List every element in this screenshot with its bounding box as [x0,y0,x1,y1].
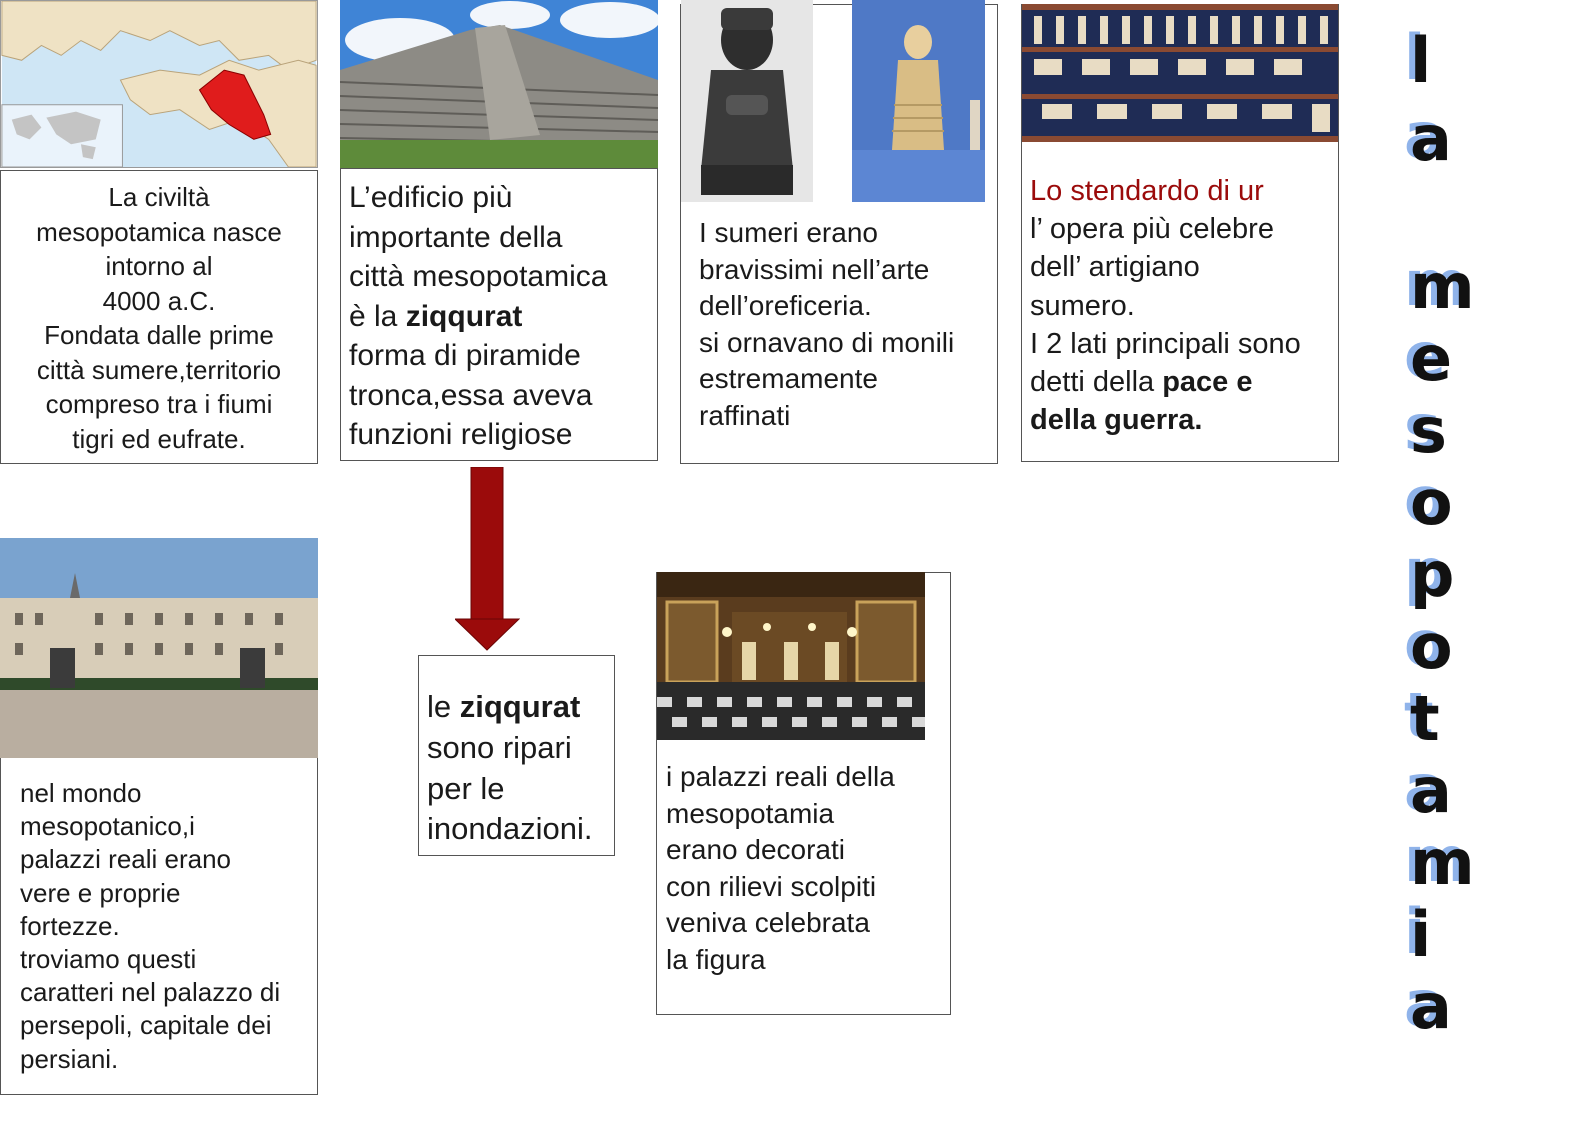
text-line: I sumeri erano [699,217,878,248]
text-prefix: è la [349,299,406,333]
text-line: città mesopotamica [349,260,608,293]
text-line: erano decorati [666,834,846,865]
panel-sumeri-text [699,215,995,434]
title-letter: a [1410,102,1452,175]
panel-civilta-text [2,180,316,456]
standard-mosaic-icon [1022,4,1338,142]
text-line: sumero. [1030,289,1135,322]
text-line: per le [427,770,505,806]
text-line: I 2 lati principali sono [1030,327,1301,360]
text-line: mesopotamia [666,797,835,829]
map-image [0,0,318,168]
statue-icon [852,0,985,202]
text-line: importante della [349,220,563,254]
text-line: l’ opera più celebre [1030,213,1274,246]
text-line: La civiltà [108,182,210,212]
text-line: funzioni religiose [349,418,573,451]
text-line: veniva celebrata [666,907,870,938]
title-letter: a [1410,754,1452,827]
text-line: caratteri nel palazzo di [20,977,281,1008]
title-letter: a [1410,970,1452,1043]
text-line: città sumere,territorio [36,354,282,385]
text-line: i palazzi reali della [666,761,895,792]
text-line: persepoli, capitale dei [20,1010,272,1041]
title-letter: t [1410,682,1440,755]
text-line: persiani. [20,1043,119,1074]
title-letter: m [1410,250,1475,323]
statue-image-left [681,0,813,202]
text-line: Fondata dalle prime [44,320,274,350]
panel-decorati-text [666,759,948,978]
palace-image [0,538,318,758]
statue-image-right [852,0,985,202]
text-prefix: detti della [1030,366,1163,399]
text-line: raffinati [699,399,791,431]
title-letter: o [1410,610,1453,683]
title-letter: i [1410,898,1432,971]
text-line: dell’oreficeria. [699,290,872,321]
panel-palazzi-text [20,777,315,1076]
title-letter: e [1410,322,1453,395]
text-line [427,687,617,728]
text-line [349,297,654,337]
text-line: dell’ artigiano [1030,251,1200,284]
hall-icon [657,572,925,740]
text-line: mesopotamica nasce [36,216,282,247]
text-line: estremamente [699,363,878,394]
map-icon [1,1,317,167]
text-line: tronca,essa aveva [349,378,593,412]
panel-ripari-text [427,687,617,850]
text-line: compreso tra i fiumi [45,389,273,419]
down-arrow-icon [455,467,520,651]
text-line: bravissimi nell’arte [699,253,930,285]
text-prefix: le [427,689,460,724]
text-line: tigri ed eufrate. [72,423,246,454]
pyramid-icon [340,0,658,168]
standard-image [1022,4,1338,142]
title-letter: l [1410,24,1432,97]
text-line: vere e proprie [20,877,181,908]
title-letter: s [1410,394,1447,467]
text-line: con rilievi scolpiti [666,870,877,902]
text-line: la figura [666,943,766,975]
text-line: fortezze. [20,910,120,941]
text-line: L’edificio più [349,181,513,214]
text-line: troviamo questi [20,944,197,975]
text-line: inondazioni. [427,811,593,847]
text-line: mesopotanico,i [20,811,195,842]
pyramid-image [340,0,658,168]
ziqqurat-term: ziqqurat [405,299,523,333]
text-line: si ornavano di monili [699,326,955,358]
text-line: intorno al [105,251,213,281]
text-line: forma di piramide [349,339,581,372]
text-line: della guerra. [1030,404,1203,437]
text-line: sono ripari [427,729,572,765]
title-letter: p [1410,538,1455,611]
text-line: 4000 a.C. [102,285,216,316]
ziqqurat-term: ziqqurat [459,689,581,724]
panel-ziqqurat-text [349,178,654,455]
title-letter: m [1410,826,1475,899]
text-line [1030,363,1335,401]
text-line: nel mondo [20,778,142,808]
statues-icon [681,0,813,202]
text-line: palazzi reali erano [20,844,232,875]
stendardo-heading: Lo stendardo di ur [1030,175,1264,207]
title-letter: o [1410,466,1453,539]
panel-stendardo-text [1030,172,1335,439]
hall-image [657,572,925,740]
palace-icon [0,538,318,758]
bold-term: pace e [1162,366,1253,399]
